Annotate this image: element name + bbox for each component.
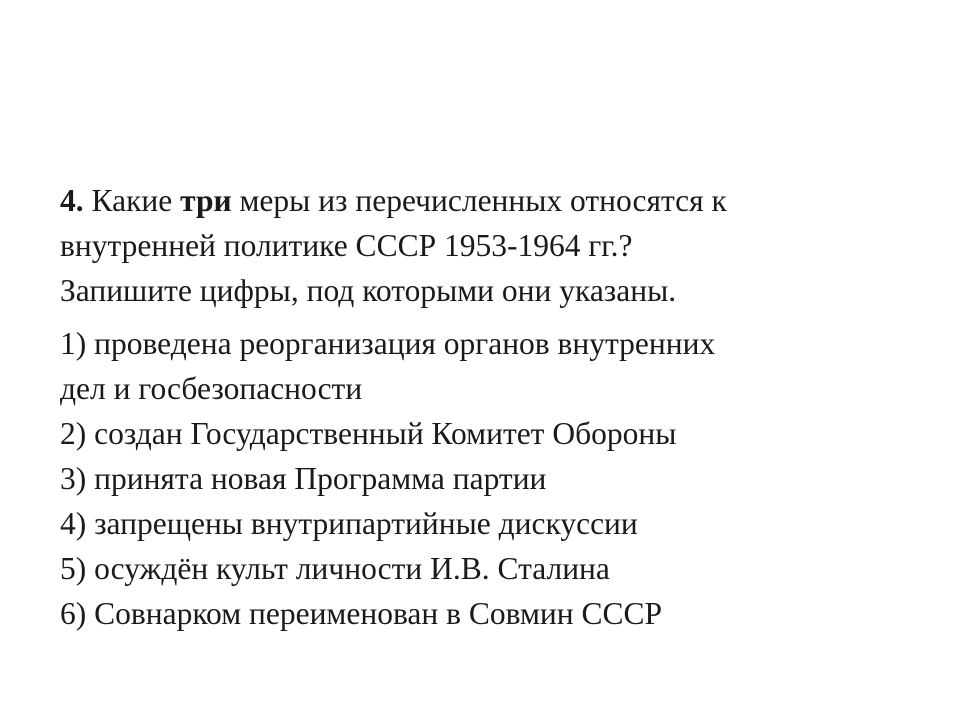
answer-option-2 xyxy=(60,411,920,456)
answer-option-5-text: 5) осуждён культ личности И.В. Сталина xyxy=(60,551,610,586)
answer-option-2-text: 2) создан Государственный Комитет Обороны xyxy=(60,416,677,451)
answer-option-3-text: 3) принята новая Программа партии xyxy=(60,461,547,496)
answer-option-1-line-2: дел и госбезопасности xyxy=(60,371,363,406)
answer-option-4-text: 4) запрещены внутрипартийные дискуссии xyxy=(60,506,638,541)
answer-option-6-text: 6) Совнарком переименован в Совмин СССР xyxy=(60,596,663,631)
answer-option-1 xyxy=(60,321,920,411)
answer-options-list xyxy=(60,321,920,636)
answer-option-4 xyxy=(60,501,920,546)
question-line-3: Запишите цифры, под которыми они указаны. xyxy=(60,273,677,308)
question-emphasis: три xyxy=(180,183,232,218)
task-content xyxy=(60,178,920,636)
answer-option-3 xyxy=(60,456,920,501)
answer-option-6 xyxy=(60,591,920,636)
answer-option-5 xyxy=(60,546,920,591)
question-text-before: Какие xyxy=(83,183,181,218)
answer-option-1-line-1: 1) проведена реорганизация органов внутренних xyxy=(60,326,716,361)
question-text xyxy=(60,178,920,313)
question-line-2: внутренней политике СССР 1953-1964 гг.? xyxy=(60,228,633,263)
question-line-1 xyxy=(60,178,920,223)
question-line-1-rest: меры из перечисленных относятся к xyxy=(231,183,727,218)
question-number: 4. xyxy=(60,183,84,218)
